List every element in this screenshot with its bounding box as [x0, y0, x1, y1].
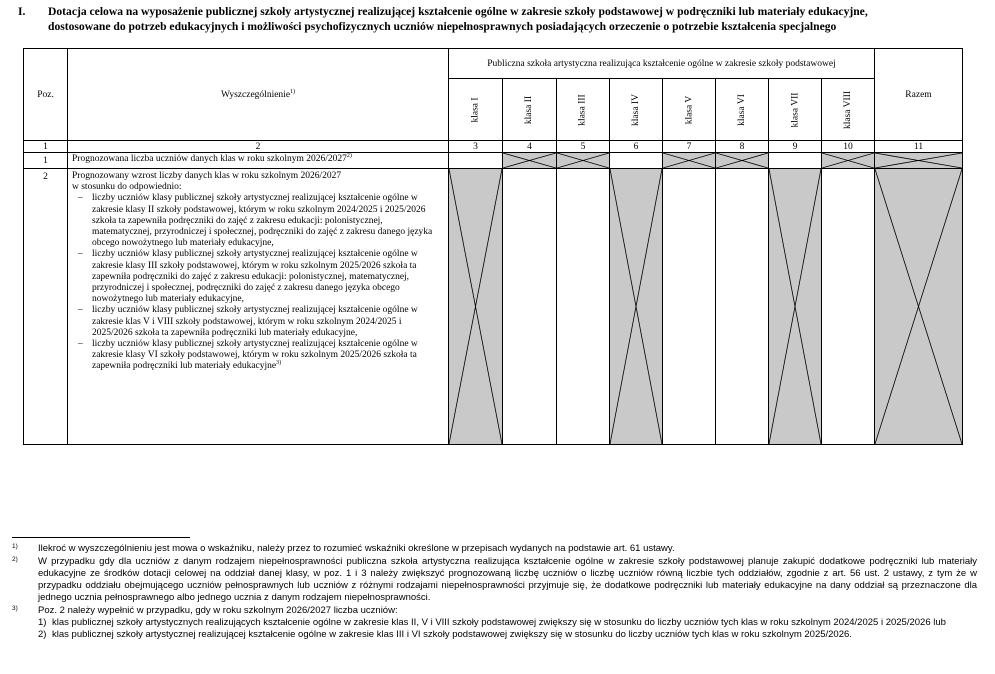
header-class-5-label: klasa V — [684, 95, 694, 124]
cross-out-mark — [822, 153, 874, 168]
row2-last-note: 3) — [276, 360, 282, 367]
header-class-2-label: klasa II — [524, 95, 535, 124]
row2-cell-total — [875, 169, 963, 445]
header-description-note: 1) — [290, 88, 296, 95]
footnote-1-text: Ilekroć w wyszczególnieniu jest mowa o wskaźniku, należy przez to rozumieć wskaźniki określone w przepisach wydanych na podstawie art. 61 ustawy. — [38, 543, 675, 554]
col-number-6: 6 — [610, 141, 663, 153]
row1-cell-class-1[interactable] — [449, 153, 503, 169]
section-title-line-1: Dotacja celowa na wyposażenie publicznej szkoły artystycznej realizującej kształcenie ogólne w zakresie szkoły podstawowej w podręczniki lub materiały edukacyjne, — [48, 5, 868, 18]
footnote-2-text: W przypadku gdy dla uczniów z danym rodzajem niepełnosprawności publiczna szkoła artystyczna realizująca kształcenie ogólne w zakresie szkoły podstawowej planuje zakupić dodatkowe podręczniki lub materiały edukacyjne ze środków dotacji celowej na oddział danej klasy, w poz. 1 i 3 należy zwiększyć prognozowaną liczbę uczniów o liczbę uczniów równą liczbie tych oddziałów, zgodnie z art. 56 ust. 2 ustawy, z tym że w przypadku oddziału obejmującego uczniów pełnosprawnych lub uczniów z różnymi rodzajami niepełnosprawności przyjmuje się, że dodatkowe podręczniki lub materiały edukacyjne na dany oddział są przeznaczone dla jednego ucznia pełnosprawnego albo jednego ucznia z danym rodzajem niepełnosprawności. — [38, 556, 977, 603]
row2-cell-class-6[interactable] — [716, 169, 769, 445]
row2-cell-class-1 — [449, 169, 503, 445]
header-class-1 — [449, 79, 503, 141]
footnote-3-item-1-text: klas publicznej szkoły artystycznych realizujących kształcenie ogólne w zakresie klas II, V i VIII szkoły podstawowej zwiększy się w stosunku do liczby uczniów tych klas w roku szkolnym 2024/2025 i 2025/2026 lub — [52, 617, 946, 628]
col-number-1: 1 — [24, 141, 68, 153]
header-class-3 — [557, 79, 610, 141]
footnote-3-mark: 3) — [12, 605, 18, 612]
row1-description — [68, 153, 449, 169]
header-class-1-label: klasa I — [470, 96, 481, 123]
table-row — [24, 153, 963, 169]
col-number-11: 11 — [875, 141, 963, 153]
column-number-row — [24, 141, 963, 153]
col-number-3: 3 — [449, 141, 503, 153]
list-item: – liczby uczniów klasy publicznej szkoły artystycznej realizującej kształcenie ogólne w zakresie klas V i VIII szkoły podstawowej, którym w roku szkolnym 2024/2025 i 2025/2026 szkoła ta zapewniła podręczniki lub materiały edukacyjne, — [72, 305, 444, 339]
footnote-3-item-2-number: 2) — [38, 629, 47, 640]
col-number-8: 8 — [716, 141, 769, 153]
row1-description-note: 2) — [346, 152, 352, 159]
list-item — [72, 339, 444, 373]
header-class-4-label: klasa IV — [630, 93, 641, 126]
section-title-line-2: dostosowane do potrzeb edukacyjnych i możliwości psychofizycznych uczniów niepełnosprawnych posiadających orzeczenie o potrzebie kształcenia specjalnego — [48, 20, 837, 33]
col-number-2: 2 — [68, 141, 449, 153]
row1-poz: 1 — [24, 153, 68, 169]
header-class-5 — [663, 79, 716, 141]
cross-out-mark — [449, 169, 502, 444]
header-class-6-label: klasa VI — [737, 93, 747, 126]
col-number-7: 7 — [663, 141, 716, 153]
header-class-8-label: klasa VIII — [842, 90, 853, 129]
cross-out-mark — [875, 169, 962, 444]
header-class-3-label: klasa III — [577, 93, 588, 126]
footnotes — [12, 543, 977, 642]
row2-description — [68, 169, 449, 445]
footnote-1-mark: 1) — [12, 543, 18, 550]
list-item: – liczby uczniów klasy publicznej szkoły artystycznej realizującej kształcenie ogólne w zakresie klasy III szkoły podstawowej, którym w roku szkolnym 2025/2026 szkoła ta zapewniła podręczniki do zajęć z zakresu edukacji: polonistycznej, matematycznej, przyrodniczej i społecznej, podręczniki do zajęć z zakresu danego języka obcego nowożytnego lub materiały edukacyjne, — [72, 249, 444, 305]
header-class-6 — [716, 79, 769, 141]
cross-out-mark — [769, 169, 821, 444]
cross-out-mark — [875, 153, 962, 168]
footnote-3-text: Poz. 2 należy wypełnić w przypadku, gdy w roku szkolnym 2026/2027 liczba uczniów: — [38, 605, 398, 616]
table-row — [24, 169, 963, 445]
data-table — [23, 48, 963, 445]
section-number: I. — [18, 5, 26, 18]
header-class-7-label: klasa VII — [789, 92, 800, 127]
list-item: – liczby uczniów klasy publicznej szkoły artystycznej realizującej kształcenie ogólne w zakresie klasy II szkoły podstawowej, którym w roku szkolnym 2024/2025 i 2025/2026 szkoła ta zapewniła podręczniki do zajęć z zakresu edukacji: polonistycznej, matematycznej, przyrodniczej i społecznej, podręczniki do zajęć z zakresu danego języka obcego nowożytnego lub materiały edukacyjne, — [72, 193, 444, 249]
row2-item-list — [72, 193, 444, 372]
header-total: Razem — [875, 49, 963, 141]
row1-cell-class-2 — [503, 153, 557, 169]
header-school-group: Publiczna szkoła artystyczna realizująca kształcenie ogólne w zakresie szkoły podstawowej — [449, 49, 875, 79]
row2-cell-class-7 — [769, 169, 822, 445]
header-description-label: Wyszczególnienie — [220, 89, 291, 100]
footnote-3-item-2 — [38, 629, 977, 641]
header-class-4 — [610, 79, 663, 141]
row1-cell-class-5 — [663, 153, 716, 169]
footnote-3-item-1 — [38, 617, 977, 629]
header-class-7 — [769, 79, 822, 141]
row2-cell-class-8[interactable] — [822, 169, 875, 445]
row1-cell-class-7[interactable] — [769, 153, 822, 169]
cross-out-mark — [503, 153, 556, 168]
row2-poz: 2 — [24, 169, 68, 445]
footnote-3-item-1-number: 1) — [38, 617, 47, 628]
footnote-3 — [12, 605, 977, 641]
header-class-2 — [503, 79, 557, 141]
row2-intro-1: Prognozowany wzrost liczby danych klas w roku szkolnym 2026/2027 — [72, 171, 342, 181]
row1-cell-total — [875, 153, 963, 169]
row2-cell-class-2[interactable] — [503, 169, 557, 445]
col-number-9: 9 — [769, 141, 822, 153]
header-class-8 — [822, 79, 875, 141]
row2-cell-class-4 — [610, 169, 663, 445]
cross-out-mark — [663, 153, 715, 168]
cross-out-mark — [610, 169, 662, 444]
row1-cell-class-4[interactable] — [610, 153, 663, 169]
row1-cell-class-6 — [716, 153, 769, 169]
footnote-1 — [12, 543, 977, 555]
col-number-4: 4 — [503, 141, 557, 153]
footnote-separator — [12, 537, 190, 538]
row2-intro-2: w stosunku do odpowiednio: — [72, 182, 182, 193]
row1-cell-class-8 — [822, 153, 875, 169]
footnote-2-mark: 2) — [12, 556, 18, 563]
footnote-2 — [12, 556, 977, 604]
cross-out-mark — [557, 153, 609, 168]
col-number-10: 10 — [822, 141, 875, 153]
footnote-3-item-2-text: klas publicznej szkoły artystycznej realizującej kształcenie ogólne w zakresie klas III i VI szkoły podstawowej zwiększy się w stosunku do liczby uczniów tych klas w roku szkolnym 2025/2026. — [52, 629, 852, 640]
row2-cell-class-5[interactable] — [663, 169, 716, 445]
row1-cell-class-3 — [557, 153, 610, 169]
col-number-5: 5 — [557, 141, 610, 153]
cross-out-mark — [716, 153, 768, 168]
row2-cell-class-3[interactable] — [557, 169, 610, 445]
list-item-text: liczby uczniów klasy publicznej szkoły artystycznej realizującej kształcenie ogólne w zakresie klasy VI szkoły podstawowej, którym w roku szkolnym 2025/2026 szkoła ta zapewniła podręczniki lub materiały edukacyjne — [92, 339, 418, 372]
section-title — [48, 4, 983, 34]
header-poz: Poz. — [24, 49, 68, 141]
row1-description-text: Prognozowana liczba uczniów danych klas w roku szkolnym 2026/2027 — [72, 154, 347, 164]
header-description — [68, 49, 449, 141]
